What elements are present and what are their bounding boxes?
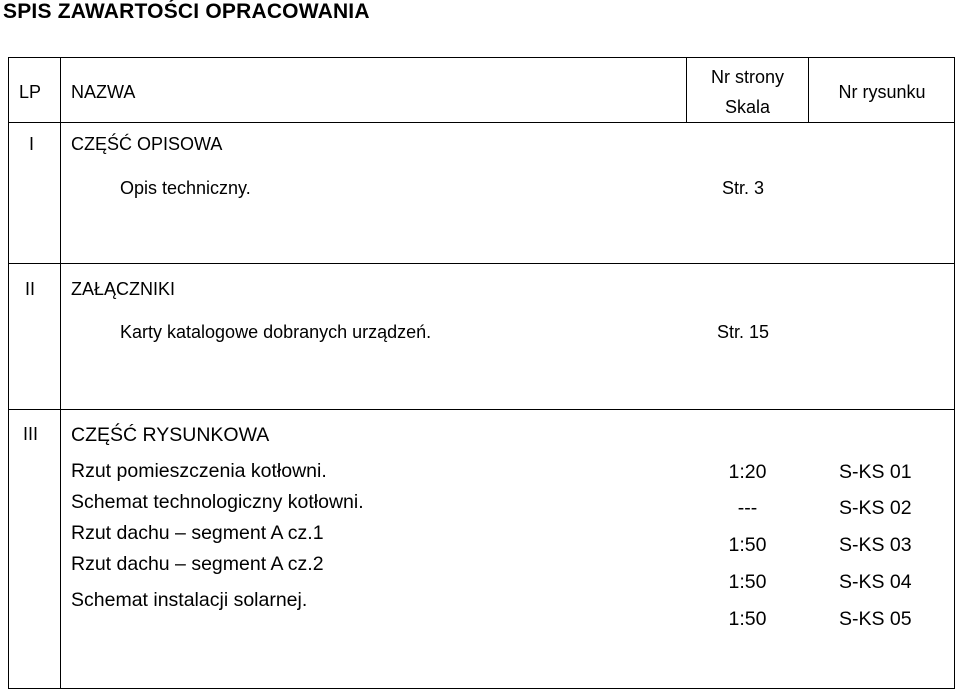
scale-value: 1:50 bbox=[728, 571, 767, 593]
drawing-number: S-KS 02 bbox=[839, 497, 912, 519]
list-item: Rzut dachu – segment A cz.2 bbox=[71, 553, 324, 575]
header-divider bbox=[8, 122, 955, 123]
section-name: CZĘŚĆ OPISOWA bbox=[71, 134, 223, 154]
row-divider bbox=[8, 263, 955, 264]
section-name: CZĘŚĆ RYSUNKOWA bbox=[71, 424, 270, 446]
list-item: Schemat technologiczny kotłowni. bbox=[71, 491, 364, 513]
row-divider bbox=[8, 409, 955, 410]
drawing-number: S-KS 01 bbox=[839, 461, 912, 483]
list-item: Rzut dachu – segment A cz.1 bbox=[71, 522, 324, 544]
header-nazwa: NAZWA bbox=[71, 82, 136, 102]
scale-value: 1:50 bbox=[728, 534, 767, 556]
page-reference: Str. 3 bbox=[722, 178, 765, 198]
scale-value: --- bbox=[737, 497, 758, 519]
section-name: ZAŁĄCZNIKI bbox=[71, 279, 176, 299]
header-lp: LP bbox=[19, 82, 42, 102]
header-scale: Skala bbox=[724, 97, 771, 117]
section-lp: II bbox=[25, 279, 36, 299]
column-divider bbox=[60, 57, 61, 689]
scale-value: 1:50 bbox=[728, 608, 767, 630]
list-item: Schemat instalacji solarnej. bbox=[71, 589, 308, 611]
list-item: Rzut pomieszczenia kotłowni. bbox=[71, 460, 327, 482]
drawing-number: S-KS 05 bbox=[839, 608, 912, 630]
section-lp: III bbox=[23, 424, 39, 444]
header-drawing-number: Nr rysunku bbox=[838, 82, 926, 102]
page-reference: Str. 15 bbox=[717, 322, 770, 342]
drawing-number: S-KS 03 bbox=[839, 534, 912, 556]
scale-value: 1:20 bbox=[728, 461, 767, 483]
header-page-number: Nr strony bbox=[710, 67, 784, 87]
document-title: SPIS ZAWARTOŚCI OPRACOWANIA bbox=[3, 0, 370, 23]
list-item: Opis techniczny. bbox=[120, 178, 251, 198]
drawing-number: S-KS 04 bbox=[839, 571, 912, 593]
list-item: Karty katalogowe dobranych urządzeń. bbox=[120, 322, 432, 342]
section-lp: I bbox=[29, 134, 35, 154]
